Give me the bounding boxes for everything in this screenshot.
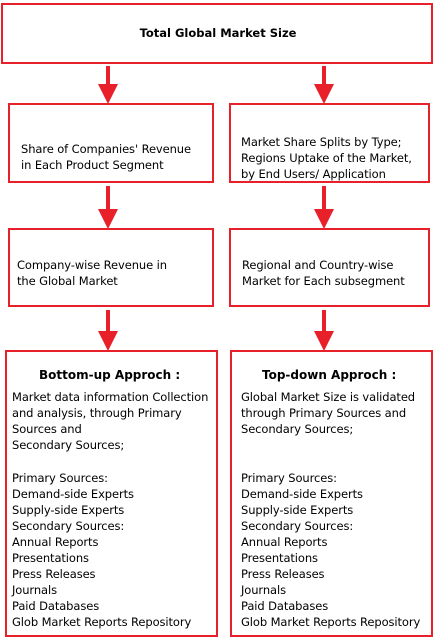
regional-market-box [229, 228, 430, 307]
market-share-splits-text: Market Share Splits by Type; Regions Uptake of the Market, by End Users/ Application [241, 135, 412, 181]
list-item: Secondary Sources: [241, 519, 354, 533]
list-item: Annual Reports [241, 535, 328, 549]
bottom-up-approach-box [5, 350, 218, 637]
bottom-up-description: Market data information Collection and analysis, through Primary Sources and Secondary Sources; [12, 390, 209, 452]
market-share-splits-box [229, 103, 430, 183]
list-item: Demand-side Experts [12, 487, 134, 501]
bottom-up-title: Bottom-up Approch : [39, 368, 181, 382]
product-segment-share-box [8, 103, 214, 183]
list-item: Glob Market Reports Repository [12, 615, 192, 629]
list-item: Annual Reports [12, 535, 99, 549]
company-revenue-box [8, 228, 214, 307]
total-market-size-box [1, 3, 433, 64]
list-item: Press Releases [12, 567, 96, 581]
list-item: Presentations [12, 551, 89, 565]
list-item: Glob Market Reports Repository [241, 615, 421, 629]
list-item: Journals [12, 583, 57, 597]
list-item: Supply-side Experts [12, 503, 125, 517]
company-revenue-text: Company-wise Revenue in the Global Market [17, 258, 167, 288]
top-down-sources-list [241, 470, 429, 630]
list-item: Paid Databases [241, 599, 329, 613]
list-item: Journals [241, 583, 286, 597]
total-market-size-title: Total Global Market Size [139, 26, 297, 40]
list-item: Press Releases [241, 567, 325, 581]
list-item: Supply-side Experts [241, 503, 354, 517]
list-item: Paid Databases [12, 599, 100, 613]
list-item: Demand-side Experts [241, 487, 363, 501]
list-item: Presentations [241, 551, 318, 565]
list-item: Secondary Sources: [12, 519, 125, 533]
regional-market-text: Regional and Country-wise Market for Each subsegment [242, 258, 405, 288]
top-down-approach-box [230, 350, 433, 637]
bottom-up-sources-list [12, 470, 214, 630]
top-down-description: Global Market Size is validated through Primary Sources and Secondary Sources; [241, 390, 416, 436]
list-item: Primary Sources: [241, 471, 337, 485]
top-down-title: Top-down Approch : [262, 368, 397, 382]
product-segment-share-text: Share of Companies' Revenue in Each Product Segment [21, 142, 191, 172]
list-item: Primary Sources: [12, 471, 108, 485]
